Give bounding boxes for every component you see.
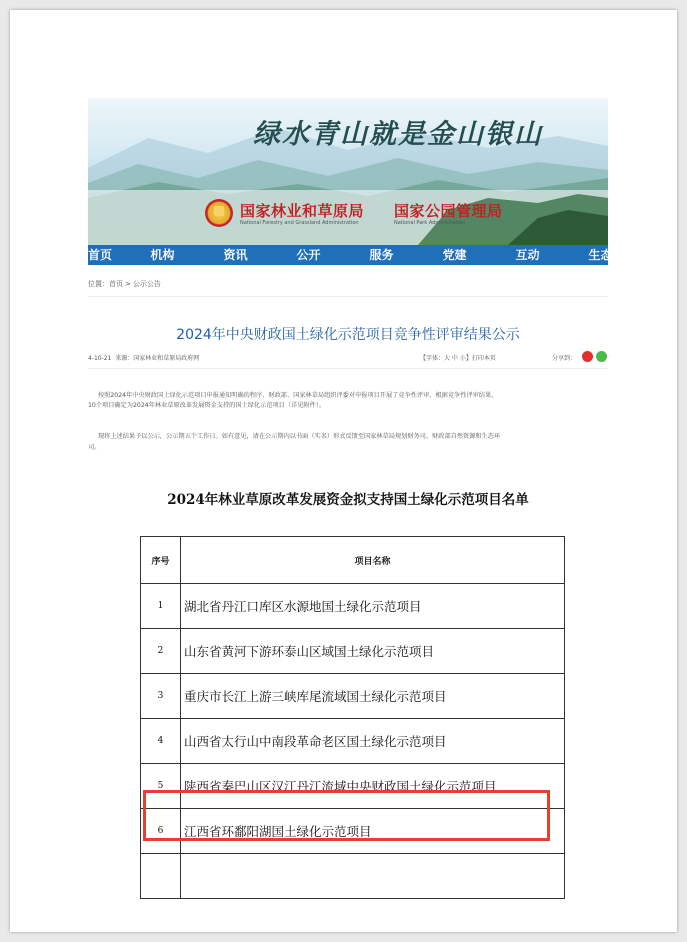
breadcrumb-separator: >: [125, 280, 131, 288]
org-name-park[interactable]: 国家公园管理局: [394, 202, 503, 220]
article-paragraph: 现将上述结果予以公示，公示期五个工作日。如有意见，请在公示期内以书面（实名）形式反馈至国家林草局规划财务司、财政部自然资源和生态环: [98, 433, 501, 440]
divider: [88, 368, 608, 369]
table-row: [141, 854, 565, 899]
web-page: [88, 98, 613, 858]
divider: [88, 296, 608, 297]
national-emblem-icon: [205, 199, 233, 227]
nav-item-interaction[interactable]: 互动: [515, 248, 540, 262]
article-date-source: [88, 353, 199, 362]
nav-item-ecology[interactable]: 生态: [588, 248, 613, 262]
article-title: 2024年中央财政国土绿化示范项目竞争性评审结果公示: [176, 327, 520, 343]
table-row: [141, 674, 565, 719]
row-index: 5: [141, 764, 181, 809]
breadcrumb-section-link[interactable]: 公示公告: [132, 280, 161, 288]
slogan-text: 绿水青山就是金山银山: [253, 119, 543, 150]
table-row: [141, 584, 565, 629]
weibo-share-icon[interactable]: [582, 351, 593, 362]
row-index: 3: [141, 674, 181, 719]
row-index: 4: [141, 719, 181, 764]
article-paragraph: 10个项目确定为2024年林业草原改革发展资金支持的国土绿化示范项目（详见附件）。: [88, 402, 326, 409]
project-table: [140, 536, 565, 899]
row-project-name: 湖北省丹江口库区水源地国土绿化示范项目: [181, 584, 565, 629]
table-row: [141, 719, 565, 764]
row-project-name: 江西省环鄱阳湖国土绿化示范项目: [181, 809, 565, 854]
site-banner: [88, 98, 608, 245]
breadcrumb-home-link[interactable]: 首页: [109, 280, 123, 288]
row-project-name: [181, 854, 565, 899]
row-project-name: 重庆市长江上游三峡库尾流域国土绿化示范项目: [181, 674, 565, 719]
share-label: 分享到：: [552, 355, 577, 362]
nav-item-home[interactable]: 首页: [88, 248, 113, 262]
row-index: 1: [141, 584, 181, 629]
article-paragraph: 司。: [88, 444, 101, 451]
header-index: 序号: [141, 537, 181, 584]
row-project-name: 山东省黄河下游环泰山区域国土绿化示范项目: [181, 629, 565, 674]
nav-item-party[interactable]: 党建: [442, 248, 467, 262]
row-project-name: 陕西省秦巴山区汉江丹江流域中央财政国土绿化示范项目: [181, 764, 565, 809]
main-navigation: [88, 245, 613, 265]
article-meta: [88, 350, 608, 366]
breadcrumb-prefix: 位置：: [88, 280, 109, 288]
article-date: 4-10-21: [88, 355, 112, 362]
highlight-box: [143, 790, 550, 841]
project-list-title: 2024年林业草原改革发展资金拟支持国土绿化示范项目名单: [167, 492, 529, 508]
article-source: 来源：国家林业和草原局政府网: [115, 355, 200, 362]
nav-item-organization[interactable]: 机构: [150, 248, 175, 262]
org-name-forestry[interactable]: 国家林业和草原局: [240, 202, 365, 220]
article-paragraph: 按照2024年中央财政国土绿化示范项目申报通知明确的程序，财政部、国家林草局组织评委对申报项目开展了竞争性评审，根据竞争性评审结果，: [98, 392, 498, 399]
screenshot-frame: [10, 10, 677, 932]
org-name-park-en: National Park Administration: [394, 220, 466, 226]
org-name-forestry-en: National Forestry and Grassland Administration: [240, 220, 359, 226]
row-index: 6: [141, 809, 181, 854]
table-header-row: [141, 537, 565, 584]
row-project-name: 山西省太行山中南段革命老区国土绿化示范项目: [181, 719, 565, 764]
row-index: 2: [141, 629, 181, 674]
row-index: [141, 854, 181, 899]
nav-item-news[interactable]: 资讯: [223, 248, 248, 262]
font-size-print-controls[interactable]: 【字体：大 中 小】打印本页: [420, 355, 496, 362]
table-row: [141, 629, 565, 674]
nav-item-public[interactable]: 公开: [296, 248, 321, 262]
breadcrumb: [88, 279, 161, 289]
header-project-name: 项目名称: [181, 537, 565, 584]
wechat-share-icon[interactable]: [596, 351, 607, 362]
nav-item-service[interactable]: 服务: [369, 248, 394, 262]
